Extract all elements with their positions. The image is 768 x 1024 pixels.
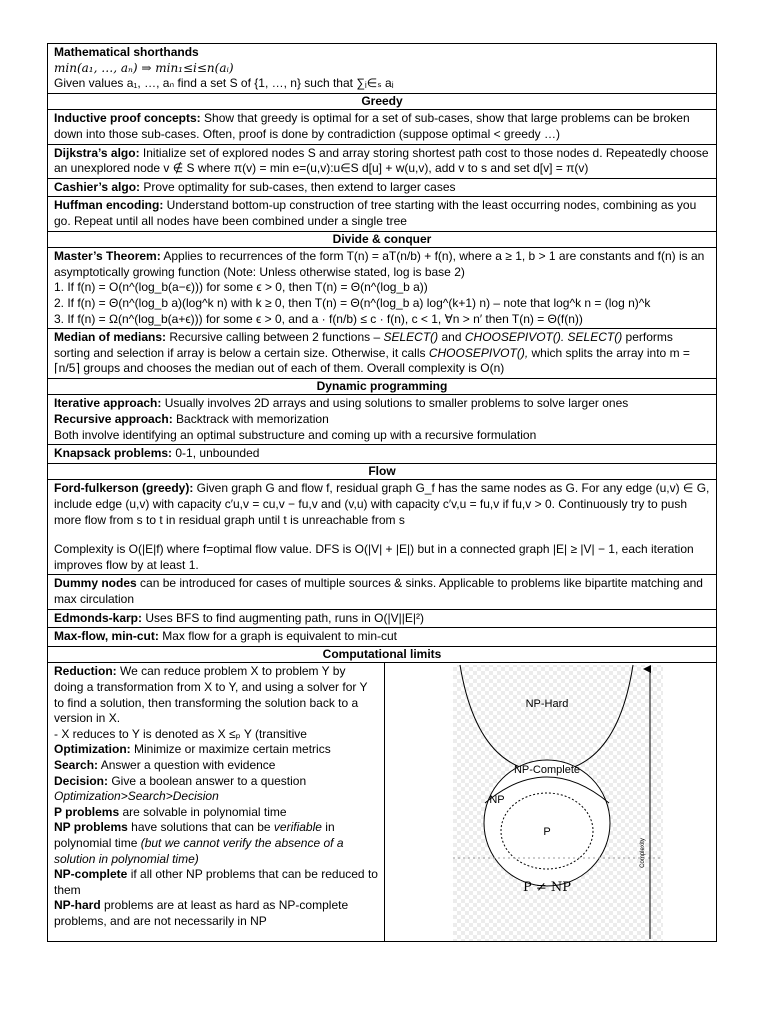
median-text-1: Recursive calling between 2 functions – (166, 330, 384, 345)
p-label: P (543, 826, 551, 839)
reduction-notation: - X reduces to Y is denoted as X ≤ₚ Y (transitive (54, 726, 307, 741)
npc-text: if all other NP problems that can be reduced to them (54, 867, 378, 897)
ff-title: Ford-fulkerson (greedy): (54, 481, 194, 496)
median-select-2: SELECT() (564, 330, 623, 345)
inductive-title: Inductive proof concepts: (54, 111, 201, 126)
median-and: and (438, 330, 465, 345)
complexity-diagram-cell (385, 663, 716, 941)
inductive-cell (48, 110, 716, 144)
ff-complexity: Complexity is O(|E|f) where f=optimal flow value. DFS is O(|V| + |E|) but in a connected graph |E| ≥ |V| − 1, each iteration improves flow by at least 1. (54, 542, 694, 572)
edmonds-cell (48, 610, 716, 629)
maxflow-title: Max-flow, min-cut: (54, 629, 159, 644)
reduction-text: We can reduce problem X to problem Y by doing a transformation from X to Y, and using a solver for Y to find a solution, then transforming the solution back to a version in X. (54, 664, 368, 726)
np-note: (but we cannot verify the absence of a solution in polynomial time) (54, 835, 344, 866)
median-text-3: which splits the array into m = ⌈n/5⌉ groups and chooses the median out of each of them. Overall complexity is O(n) (54, 345, 690, 376)
median-text-2: performs sorting and selection if array is below a certain size. Otherwise, it calls (54, 330, 673, 360)
dp-cell (48, 395, 716, 445)
dijkstra-title: Dijkstra’s algo: (54, 145, 140, 160)
edmonds-title: Edmonds-karp: (54, 610, 143, 625)
np-title: NP problems (54, 820, 128, 835)
huffman-title: Huffman encoding: (54, 198, 164, 213)
optimization-title: Optimization: (54, 742, 131, 757)
knapsack-title: Knapsack problems: (54, 446, 173, 461)
search-title: Search: (54, 757, 99, 772)
median-cell (48, 329, 716, 379)
np-region (484, 760, 610, 886)
median-select: SELECT() (383, 330, 439, 345)
dijkstra-cell (48, 145, 716, 179)
nph-text: problems are at least as hard as NP-complete problems, and are not necessarily in NP (54, 898, 349, 928)
knapsack-text: 0-1, unbounded (172, 446, 260, 461)
master-case-1: 1. If f(n) = O(n^(log_b(a−ϵ))) for some ϵ > 0, then T(n) = Θ(n^(log_b a)) (54, 280, 428, 295)
dummy-cell (48, 575, 716, 609)
median-title: Median of medians: (54, 330, 167, 345)
master-cell (48, 248, 716, 329)
dp-header: Dynamic programming (48, 379, 716, 396)
dummy-title: Dummy nodes (54, 576, 137, 591)
huffman-text: Understand bottom-up construction of tree starting with the least occurring nodes, combining as you go. Repeat until all nodes have been combined under a single tree (54, 198, 697, 228)
dijkstra-text: Initialize set of explored nodes S and array storing shortest path cost to those nodes d. Repeatedly choose an unexplored node v ∉ S where π(v) = min e=(u,v):u∈S d[u] + w(u,v), add v to s and set d[v] = π(v) (54, 145, 709, 176)
cashier-cell (48, 179, 716, 198)
maxflow-cell (48, 628, 716, 647)
greedy-header: Greedy (48, 94, 716, 111)
shorthands-min: min(a₁, …, aₙ) ⇒ min₁≤i≤n(aᵢ) (54, 60, 234, 75)
complexity-axis-label: Complexity (640, 838, 646, 869)
iterative-text: Usually involves 2D arrays and using solutions to smaller problems to solve larger ones (161, 396, 629, 411)
cashier-text: Prove optimality for sub-cases, then extend to larger cases (140, 179, 456, 194)
np-hard-label: NP-Hard (525, 698, 569, 711)
npc-title: NP-complete (54, 867, 128, 882)
shorthands-title: Mathematical shorthands (54, 45, 199, 59)
master-title: Master’s Theorem: (54, 249, 161, 264)
cashier-title: Cashier’s algo: (54, 179, 141, 194)
dp-both: Both involve identifying an optimal substructure and coming up with a recursive formulation (54, 427, 537, 442)
inductive-text: Show that greedy is optimal for a set of sub-cases, show that large problems can be broken down into those sub-cases. Often, proof is done by contradiction (suppose optimal < greedy …) (54, 111, 690, 141)
shorthands-sum: Given values a₁, …, aₙ find a set S of {1, …, n} such that ∑ᵢ∈ₛ aᵢ (54, 76, 394, 91)
cheat-sheet-table (47, 43, 717, 942)
flow-header: Flow (48, 464, 716, 481)
master-case-3: 3. If f(n) = Ω(n^(log_b(a+ϵ))) for some ϵ > 0, and a · f(n/b) ≤ c · f(n), c < 1, ∀n > n′ then T(n) = Θ(f(n)) (54, 311, 583, 326)
p-title: P problems (54, 804, 120, 819)
huffman-cell (48, 197, 716, 231)
p-text: are solvable in polynomial time (119, 804, 287, 819)
np-text-2: in polynomial time (54, 820, 335, 850)
edmonds-text: Uses BFS to find augmenting path, runs in O(|V||E|²) (142, 610, 424, 625)
median-choosepivot-2: CHOOSEPIVOT(), (428, 345, 529, 360)
shorthands-cell (48, 44, 716, 94)
iterative-title: Iterative approach: (54, 396, 162, 411)
recursive-title: Recursive approach: (54, 412, 173, 427)
knapsack-cell (48, 445, 716, 464)
optimization-text: Minimize or maximize certain metrics (130, 742, 331, 757)
problem-order: Optimization>Search>Decision (54, 789, 219, 804)
np-complete-label: NP-Complete (513, 764, 581, 777)
search-text: Answer a question with evidence (98, 757, 276, 772)
np-verifiable: verifiable (273, 820, 322, 835)
maxflow-text: Max flow for a graph is equivalent to min-cut (158, 629, 397, 644)
cl-text-cell (48, 663, 385, 941)
reduction-title: Reduction: (54, 664, 117, 679)
p-ne-np-label: P ≠ NP (522, 880, 572, 896)
np-text-1: have solutions that can be (127, 820, 274, 835)
dc-header: Divide & conquer (48, 232, 716, 249)
cl-row (48, 663, 716, 941)
master-text: Applies to recurrences of the form T(n) = aT(n/b) + f(n), where a ≥ 1, b > 1 are constants and f(n) is an asymptotically growing function (Note: Unless otherwise stated, log is base 2) (54, 249, 705, 279)
ford-fulkerson-cell (48, 480, 716, 575)
decision-text: Give a boolean answer to a question (108, 773, 307, 788)
ff-text: Given graph G and flow f, residual graph G_f has the same nodes as G. For any edge (u,v) ∈ G, include edge (u,v) with capacity c′u,v = cu,v − fu,v and (v,u) with capacity c′v,u = fu,v if fu,v > 0. Continuously try to push more flow from s to t in residual graph until t is unreachable from s (54, 481, 710, 527)
recursive-text: Backtrack with memorization (172, 412, 329, 427)
decision-title: Decision: (54, 773, 109, 788)
nph-title: NP-hard (54, 898, 101, 913)
master-case-2: 2. If f(n) = Θ(n^(log_b a)(log^k n) with k ≥ 0, then T(n) = Θ(n^(log_b a) log^(k+1) n) – note that log^k n = (log n)^k (54, 295, 651, 310)
complexity-diagram (385, 663, 715, 941)
cl-header: Computational limits (48, 647, 716, 664)
median-choosepivot: CHOOSEPIVOT(). (464, 330, 565, 345)
np-label: NP (489, 794, 505, 807)
dummy-text: can be introduced for cases of multiple sources & sinks. Applicable to problems like bipartite matching and max circulation (54, 576, 703, 606)
